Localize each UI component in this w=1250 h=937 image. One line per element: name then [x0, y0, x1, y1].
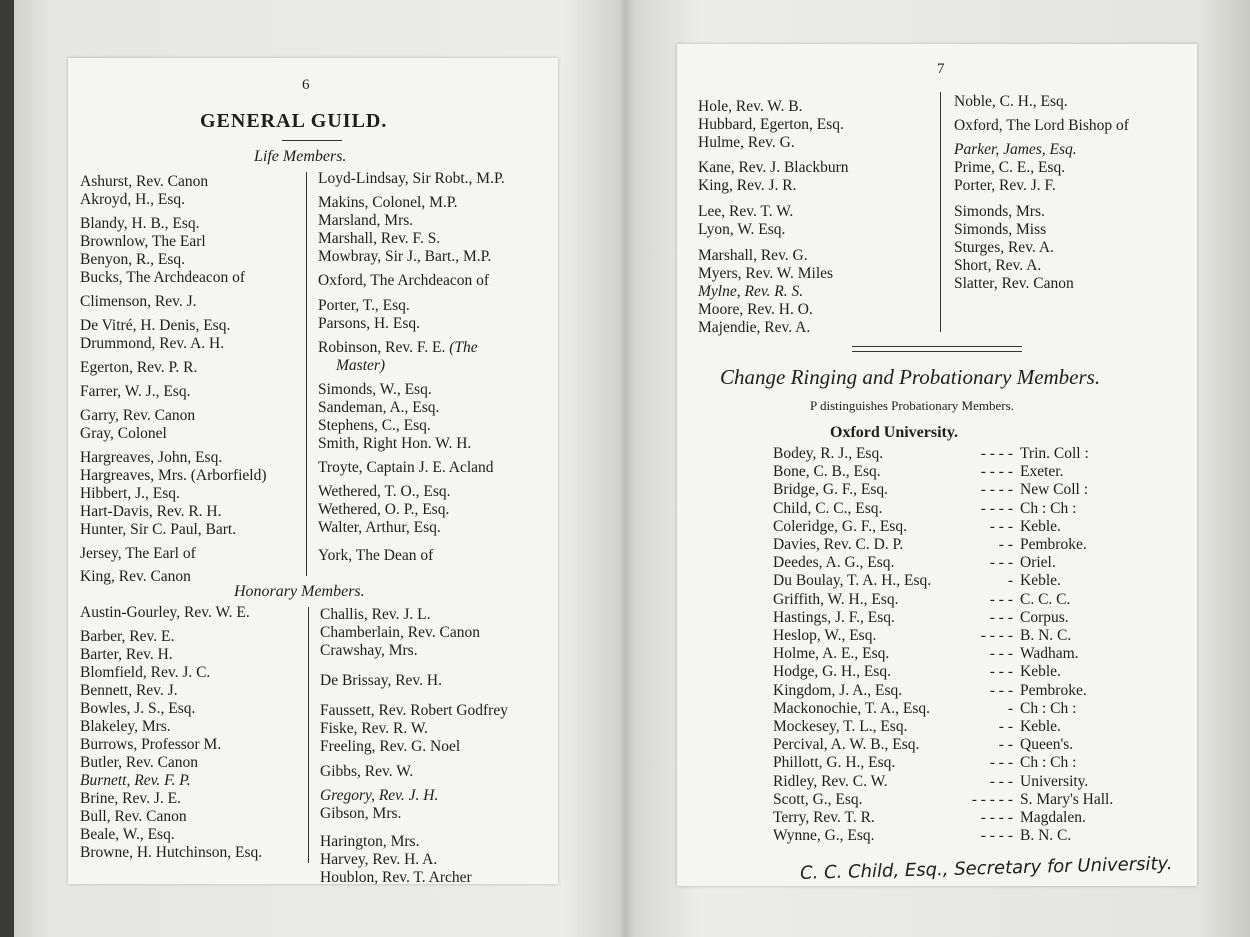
oxford-university-heading: Oxford University. — [830, 424, 958, 441]
member-entry: Brine, Rev. J. E. — [80, 790, 182, 807]
member-entry: Sandeman, A., Esq. — [318, 399, 440, 416]
member-entry: Akroyd, H., Esq. — [80, 191, 186, 208]
leader-dashes: - - - - — [980, 445, 1013, 462]
college-name: Exeter. — [1020, 463, 1064, 481]
table-row — [773, 481, 1133, 499]
member-entry: Simonds, W., Esq. — [318, 381, 432, 398]
leader-dashes: - - — [998, 736, 1013, 754]
leader-dashes: - - - — [989, 590, 1013, 608]
member-entry: Drummond, Rev. A. H. — [80, 335, 225, 352]
member-entry: Harington, Mrs. — [320, 833, 420, 850]
member-entry: Gibson, Mrs. — [320, 805, 402, 822]
member-name: Child, C. C., Esq. — [773, 499, 883, 517]
handwritten-annotation: C. C. Child, Esq., Secretary for University. — [799, 853, 1173, 884]
leader-dashes: - — [1007, 572, 1013, 590]
leader-dashes: - - - — [989, 663, 1013, 681]
member-entry: Oxford, The Lord Bishop of — [954, 117, 1129, 134]
leader-dashes: - - - - — [980, 481, 1013, 499]
member-entry: Climenson, Rev. J. — [80, 293, 197, 310]
college-name: Pembroke. — [1020, 681, 1087, 699]
member-name: Ridley, Rev. C. W. — [773, 772, 888, 790]
member-entry: Parsons, H. Esq. — [318, 315, 421, 332]
member-entry: Garry, Rev. Canon — [80, 407, 196, 424]
member-entry: De Brissay, Rev. H. — [320, 672, 442, 689]
member-entry: Hubbard, Egerton, Esq. — [698, 116, 844, 133]
member-name: Terry, Rev. T. R. — [773, 809, 875, 826]
college-name: New Coll : — [1020, 481, 1089, 499]
member-entry: Majendie, Rev. A. — [698, 319, 811, 336]
member-name: Griffith, W. H., Esq. — [773, 590, 899, 608]
member-entry: Lee, Rev. T. W. — [698, 203, 794, 220]
member-entry: Gregory, Rev. J. H. — [320, 787, 439, 804]
table-row — [773, 827, 1133, 845]
life-members-right-column — [318, 170, 505, 565]
member-entry: Burrows, Professor M. — [80, 736, 222, 753]
member-name: Du Boulay, T. A. H., Esq. — [773, 572, 932, 590]
title-rule — [282, 140, 342, 141]
college-name: Keble. — [1020, 517, 1061, 535]
table-row — [773, 572, 1133, 590]
left-page-number: 6 — [302, 77, 310, 93]
member-entry: Harvey, Rev. H. A. — [320, 851, 438, 868]
member-name: Davies, Rev. C. D. P. — [773, 536, 904, 553]
member-entry: Oxford, The Archdeacon of — [318, 272, 490, 289]
member-name: Heslop, W., Esq. — [773, 627, 877, 644]
leader-dashes: - - - — [989, 517, 1013, 535]
table-row — [773, 809, 1133, 827]
member-entry: Mylne, Rev. R. S. — [698, 283, 804, 300]
table-row — [773, 773, 1133, 791]
member-entry: Gray, Colonel — [80, 425, 167, 442]
leader-dashes: - - - — [989, 554, 1013, 572]
leader-dashes: - — [1007, 699, 1013, 717]
member-name: Coleridge, G. F., Esq. — [773, 517, 907, 535]
member-entry: Makins, Colonel, M.P. — [318, 194, 458, 211]
member-entry: Hargreaves, Mrs. (Arborfield) — [80, 467, 267, 484]
section-divider-rule — [852, 346, 1022, 352]
probationary-note: P distinguishes Probationary Members. — [810, 398, 1014, 413]
right-page-number: 7 — [937, 61, 945, 77]
table-row — [773, 518, 1133, 536]
table-row — [773, 700, 1133, 718]
leader-dashes: - - - - — [980, 809, 1013, 826]
member-entry: Wethered, T. O., Esq. — [318, 483, 451, 500]
member-entry: Moore, Rev. H. O. — [698, 301, 813, 318]
table-row — [773, 682, 1133, 700]
member-entry: Egerton, Rev. P. R. — [80, 359, 198, 376]
table-row — [773, 736, 1133, 754]
member-entry: Hargreaves, John, Esq. — [80, 449, 223, 466]
member-entry: Jersey, The Earl of — [80, 545, 196, 562]
table-row — [773, 445, 1133, 463]
table-row — [773, 609, 1133, 627]
leader-dashes: - - - — [989, 772, 1013, 790]
member-name: Bone, C. B., Esq. — [773, 463, 881, 481]
college-name: Pembroke. — [1020, 536, 1087, 553]
table-row — [773, 500, 1133, 518]
member-entry: Stephens, C., Esq. — [318, 417, 431, 434]
life-members-heading: Life Members. — [254, 148, 347, 165]
member-entry: Prime, C. E., Esq. — [954, 159, 1066, 176]
member-entry: Hole, Rev. W. B. — [698, 98, 803, 115]
college-name: Ch : Ch : — [1020, 754, 1077, 772]
leader-dashes: - - - — [989, 645, 1013, 663]
member-entry: Crawshay, Mrs. — [320, 642, 418, 659]
leader-dashes: - - — [998, 718, 1013, 735]
college-name: University. — [1020, 772, 1089, 790]
leader-dashes: - - — [998, 536, 1013, 553]
member-name: Bridge, G. F., Esq. — [773, 481, 889, 499]
member-entry: Simonds, Mrs. — [954, 203, 1045, 220]
guild-title: GENERAL GUILD. — [200, 110, 388, 132]
member-name: Scott, G., Esq. — [773, 790, 863, 808]
member-entry: King, Rev. Canon — [80, 568, 191, 585]
college-name: S. Mary's Hall. — [1020, 790, 1114, 808]
table-row — [773, 463, 1133, 481]
leader-dashes: - - - - — [980, 499, 1013, 517]
college-name: Keble. — [1020, 572, 1061, 590]
life-members-left-column — [80, 173, 267, 586]
member-entry: Browne, H. Hutchinson, Esq. — [80, 844, 263, 861]
member-name: Bodey, R. J., Esq. — [773, 445, 884, 462]
table-row — [773, 645, 1133, 663]
member-entry-note: Master) — [336, 357, 386, 374]
life-column-divider — [306, 172, 307, 576]
college-name: Keble. — [1020, 663, 1061, 681]
member-entry: York, The Dean of — [318, 547, 434, 564]
member-entry: Marshall, Rev. F. S. — [318, 230, 441, 247]
member-name: Mackonochie, T. A., Esq. — [773, 699, 930, 717]
member-entry: Ashurst, Rev. Canon — [80, 173, 209, 190]
member-entry: Bucks, The Archdeacon of — [80, 269, 245, 286]
member-entry: Hulme, Rev. G. — [698, 134, 795, 151]
table-row — [773, 591, 1133, 609]
college-name: Queen's. — [1020, 736, 1074, 754]
member-entry: Fiske, Rev. R. W. — [320, 720, 428, 737]
honorary-right-column — [320, 606, 508, 887]
member-name: Mockesey, T. L., Esq. — [773, 718, 908, 735]
member-entry: Bowles, J. S., Esq. — [80, 700, 196, 717]
member-entry-note: (The — [449, 339, 478, 356]
member-entry: Freeling, Rev. G. Noel — [320, 738, 461, 755]
leader-dashes: - - - - — [980, 827, 1013, 845]
college-name: Ch : Ch : — [1020, 699, 1077, 717]
member-entry: Slatter, Rev. Canon — [954, 275, 1074, 292]
member-entry: Challis, Rev. J. L. — [320, 606, 431, 623]
member-entry: Troyte, Captain J. E. Acland — [318, 459, 494, 476]
member-entry: Hunter, Sir C. Paul, Bart. — [80, 521, 237, 538]
honorary-column-divider — [308, 607, 309, 863]
member-entry: Parker, James, Esq. — [954, 141, 1077, 158]
member-entry: Gibbs, Rev. W. — [320, 763, 414, 780]
college-name: Oriel. — [1020, 554, 1056, 572]
leader-dashes: - - - — [989, 681, 1013, 699]
member-entry: Faussett, Rev. Robert Godfrey — [320, 702, 508, 719]
member-entry: Blandy, H. B., Esq. — [80, 215, 200, 232]
college-name: B. N. C. — [1020, 827, 1072, 845]
member-name: Phillott, G. H., Esq. — [773, 754, 896, 772]
table-row — [773, 754, 1133, 772]
member-entry: Houblon, Rev. T. Archer — [320, 869, 472, 886]
change-ringing-heading: Change Ringing and Probationary Members. — [720, 365, 1101, 389]
college-name: Ch : Ch : — [1020, 499, 1077, 517]
leader-dashes: - - - - — [980, 627, 1013, 644]
member-name: Deedes, A. G., Esq. — [773, 554, 895, 572]
college-name: Corpus. — [1020, 608, 1069, 626]
college-name: Keble. — [1020, 718, 1061, 735]
member-entry: Austin-Gourley, Rev. W. E. — [80, 604, 250, 621]
member-entry: Hart-Davis, Rev. R. H. — [80, 503, 222, 520]
member-entry: Blakeley, Mrs. — [80, 718, 171, 735]
member-entry: Chamberlain, Rev. Canon — [320, 624, 480, 641]
honorary-members-heading: Honorary Members. — [234, 583, 365, 600]
member-entry: Sturges, Rev. A. — [954, 239, 1054, 256]
member-entry: Loyd-Lindsay, Sir Robt., M.P. — [318, 170, 505, 187]
member-entry: Simonds, Miss — [954, 221, 1047, 238]
member-entry: Barber, Rev. E. — [80, 628, 175, 645]
member-entry: Bennett, Rev. J. — [80, 682, 178, 699]
top-column-divider — [940, 92, 941, 332]
table-row — [773, 627, 1133, 645]
leader-dashes: - - - - — [980, 463, 1013, 481]
table-row — [773, 536, 1133, 554]
member-entry: Lyon, W. Esq. — [698, 221, 786, 238]
leader-dashes: - - - - - — [971, 790, 1013, 808]
table-row — [773, 554, 1133, 572]
member-entry: Barter, Rev. H. — [80, 646, 173, 663]
leader-dashes: - - - — [989, 608, 1013, 626]
member-entry: Beale, W., Esq. — [80, 826, 175, 843]
member-entry: Porter, Rev. J. F. — [954, 177, 1056, 194]
college-name: Wadham. — [1020, 645, 1079, 663]
member-entry: Blomfield, Rev. J. C. — [80, 664, 211, 681]
table-row — [773, 663, 1133, 681]
college-name: B. N. C. — [1020, 627, 1072, 644]
member-entry: Mowbray, Sir J., Bart., M.P. — [318, 248, 492, 265]
member-entry: Porter, T., Esq. — [318, 297, 410, 314]
college-name: C. C. C. — [1020, 590, 1071, 608]
member-name: Holme, A. E., Esq. — [773, 645, 890, 663]
member-entry: Kane, Rev. J. Blackburn — [698, 159, 849, 176]
member-name: Wynne, G., Esq. — [773, 827, 875, 845]
member-name: Hodge, G. H., Esq. — [773, 663, 891, 681]
general-guild-continued-right — [954, 93, 1129, 293]
member-name: Percival, A. W. B., Esq. — [773, 736, 920, 754]
member-entry-robinson — [318, 339, 505, 357]
member-entry: Marshall, Rev. G. — [698, 247, 808, 264]
member-entry: Wethered, O. P., Esq. — [318, 501, 450, 518]
member-entry: Myers, Rev. W. Miles — [698, 265, 834, 282]
honorary-left-column — [80, 604, 262, 862]
member-entry: Marsland, Mrs. — [318, 212, 414, 229]
member-entry: Short, Rev. A. — [954, 257, 1042, 274]
member-entry: Hibbert, J., Esq. — [80, 485, 180, 502]
member-entry: Bull, Rev. Canon — [80, 808, 187, 825]
member-entry: Burnett, Rev. F. P. — [80, 772, 191, 789]
book-cover-edge — [0, 0, 14, 937]
general-guild-continued-left — [698, 98, 849, 337]
member-name: Hastings, J. F., Esq. — [773, 608, 895, 626]
leader-dashes: - - - — [989, 754, 1013, 772]
member-entry: Robinson, Rev. F. E. — [318, 339, 446, 356]
member-entry: Smith, Right Hon. W. H. — [318, 435, 472, 452]
member-entry: Noble, C. H., Esq. — [954, 93, 1068, 110]
member-entry: De Vitré, H. Denis, Esq. — [80, 317, 231, 334]
member-entry: Butler, Rev. Canon — [80, 754, 199, 771]
member-entry: Benyon, R., Esq. — [80, 251, 186, 268]
member-entry: Farrer, W. J., Esq. — [80, 383, 191, 400]
table-row — [773, 718, 1133, 736]
member-entry: Walter, Arthur, Esq. — [318, 519, 441, 536]
college-name: Magdalen. — [1020, 809, 1086, 826]
member-entry: King, Rev. J. R. — [698, 177, 797, 194]
college-name: Trin. Coll : — [1020, 445, 1089, 462]
member-name: Kingdom, J. A., Esq. — [773, 681, 903, 699]
member-entry: Brownlow, The Earl — [80, 233, 206, 250]
table-row — [773, 791, 1133, 809]
